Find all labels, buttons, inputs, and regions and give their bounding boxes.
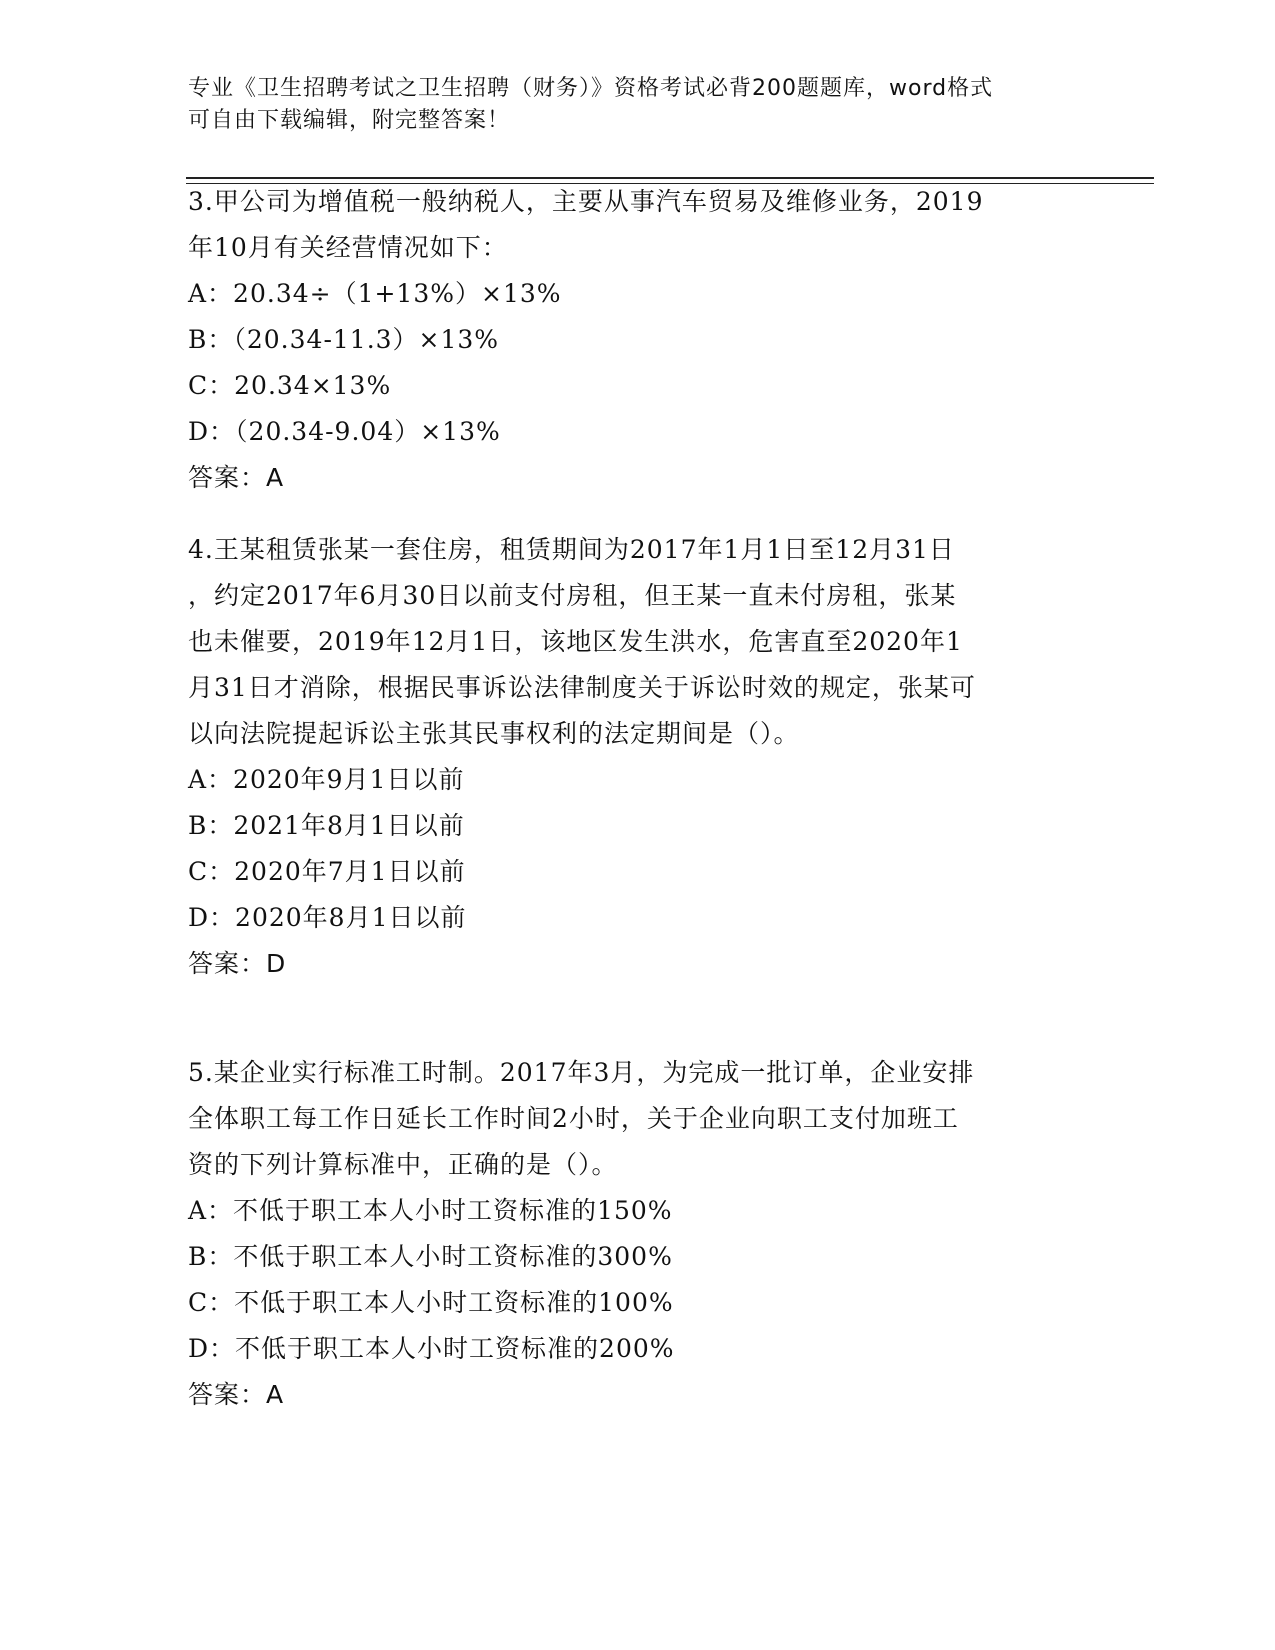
question-text-line: 月31日才消除，根据民事诉讼法律制度关于诉讼时效的规定，张某可	[188, 673, 976, 702]
answer-value: A	[266, 1380, 285, 1409]
option-a: A：2020年9月1日以前	[188, 765, 465, 794]
question-text-line: 4.王某租赁张某一套住房，租赁期间为2017年1月1日至12月31日	[188, 535, 955, 564]
option-d: D：（20.34-9.04）×13%	[188, 417, 501, 446]
question-text-line: 3.甲公司为增值税一般纳税人，主要从事汽车贸易及维修业务，2019	[188, 187, 984, 216]
answer-label: 答案：	[188, 463, 267, 492]
answer-line	[188, 941, 1088, 987]
header-line-1: 专业《卫生招聘考试之卫生招聘（财务）》资格考试必背200题题库，word格式	[188, 76, 994, 101]
option-a: A：不低于职工本人小时工资标准的150%	[188, 1196, 673, 1225]
question-text-line: 全体职工每工作日延长工作时间2小时，关于企业向职工支付加班工	[188, 1104, 959, 1133]
question-text-line: 年10月有关经营情况如下：	[188, 233, 508, 262]
answer-label: 答案：	[188, 1380, 267, 1409]
document-header	[188, 73, 1088, 137]
option-d: D：不低于职工本人小时工资标准的200%	[188, 1334, 675, 1363]
question-text-line: ，约定2017年6月30日以前支付房租，但王某一直未付房租，张某	[188, 581, 957, 610]
answer-line	[188, 1372, 1088, 1418]
option-b: B：2021年8月1日以前	[188, 811, 465, 840]
option-d: D：2020年8月1日以前	[188, 903, 467, 932]
question-5	[188, 1050, 1088, 1418]
question-text-line: 以向法院提起诉讼主张其民事权利的法定期间是（）。	[188, 719, 800, 748]
question-text-line: 5.某企业实行标准工时制。2017年3月，为完成一批订单，企业安排	[188, 1058, 975, 1087]
question-4	[188, 527, 1088, 987]
header-line-2: 可自由下载编辑，附完整答案！	[188, 108, 511, 133]
answer-value: A	[266, 463, 285, 492]
answer-value: D	[266, 949, 287, 978]
option-b: B：不低于职工本人小时工资标准的300%	[188, 1242, 673, 1271]
question-3	[188, 179, 1088, 501]
answer-label: 答案：	[188, 949, 267, 978]
option-c: C：2020年7月1日以前	[188, 857, 466, 886]
question-text-line: 也未催要，2019年12月1日，该地区发生洪水，危害直至2020年1	[188, 627, 963, 656]
option-a: A：20.34÷（1+13%）×13%	[188, 279, 562, 308]
option-c: C：不低于职工本人小时工资标准的100%	[188, 1288, 674, 1317]
option-c: C：20.34×13%	[188, 371, 392, 400]
question-text-line: 资的下列计算标准中，正确的是（）。	[188, 1150, 618, 1179]
answer-line	[188, 455, 1088, 501]
option-b: B：（20.34-11.3）×13%	[188, 325, 500, 354]
